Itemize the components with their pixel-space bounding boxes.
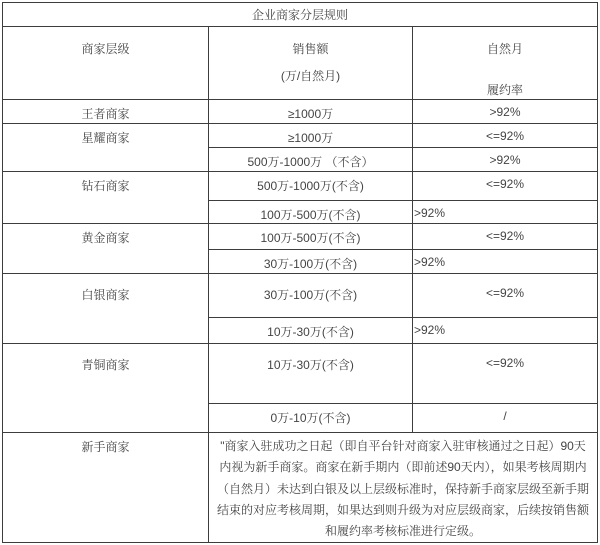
new-merchant-rule-note: "商家入驻成功之日起（即自平台针对商家入驻审核通过之日起）90天内视为新手商家。商家在新手期内（即前述90天内），如果考核周期内（自然月）未达到白银及以上层级标准时，保持新手商家层级至新手期结束的对应考核周期，如果达到则升级为对应层级商家，后续按销售额和履约率考核标准进行定级。 (209, 433, 598, 543)
tier-name-cell: 钻石商家 (3, 172, 209, 224)
sales-range-cell: 100万-500万(不含) (209, 224, 413, 250)
merchant-tier-rules-table (2, 2, 598, 543)
table-title: 企业商家分层规则 (3, 3, 598, 27)
sales-range-cell: ≥1000万 (209, 124, 413, 148)
header-sales-unit: (万/自然月) (280, 69, 341, 83)
header-rate-month-label: 自然月 (487, 42, 524, 56)
sales-range-cell: 30万-100万(不含) (209, 274, 413, 318)
fulfillment-rate-cell: <=92% (413, 274, 598, 318)
fulfillment-rate-cell: / (413, 404, 598, 433)
fulfillment-rate-cell: >92% (413, 100, 598, 124)
sales-range-cell: 30万-100万(不含) (209, 250, 413, 274)
fulfillment-rate-cell: >92% (413, 201, 598, 224)
sales-range-cell: 10万-30万(不含) (209, 344, 413, 404)
fulfillment-rate-cell: >92% (413, 250, 598, 274)
tier-name-cell: 黄金商家 (3, 224, 209, 274)
header-rate-column (413, 27, 598, 100)
sales-range-cell: 10万-30万(不含) (209, 318, 413, 344)
header-sales-column (209, 27, 413, 100)
tier-name-cell: 白银商家 (3, 274, 209, 344)
sales-range-cell: 500万-1000万(不含) (209, 172, 413, 201)
header-rate-label: 履约率 (487, 83, 524, 97)
sales-range-cell: 500万-1000万 （不含） (209, 148, 413, 172)
tier-name-cell: 星耀商家 (3, 124, 209, 172)
sales-range-cell: 100万-500万(不含) (209, 201, 413, 224)
sales-range-cell: ≥1000万 (209, 100, 413, 124)
fulfillment-rate-cell: >92% (413, 318, 598, 344)
tier-name-cell: 王者商家 (3, 100, 209, 124)
tier-name-cell: 新手商家 (3, 433, 209, 543)
header-tier-column (3, 27, 209, 100)
fulfillment-rate-cell: <=92% (413, 172, 598, 201)
tier-name-cell: 青铜商家 (3, 344, 209, 433)
fulfillment-rate-cell: <=92% (413, 224, 598, 250)
fulfillment-rate-cell: <=92% (413, 124, 598, 148)
header-tier-label: 商家层级 (81, 42, 130, 56)
fulfillment-rate-cell: <=92% (413, 344, 598, 404)
header-sales-label: 销售额 (292, 42, 329, 56)
sales-range-cell: 0万-10万(不含) (209, 404, 413, 433)
fulfillment-rate-cell: >92% (413, 148, 598, 172)
